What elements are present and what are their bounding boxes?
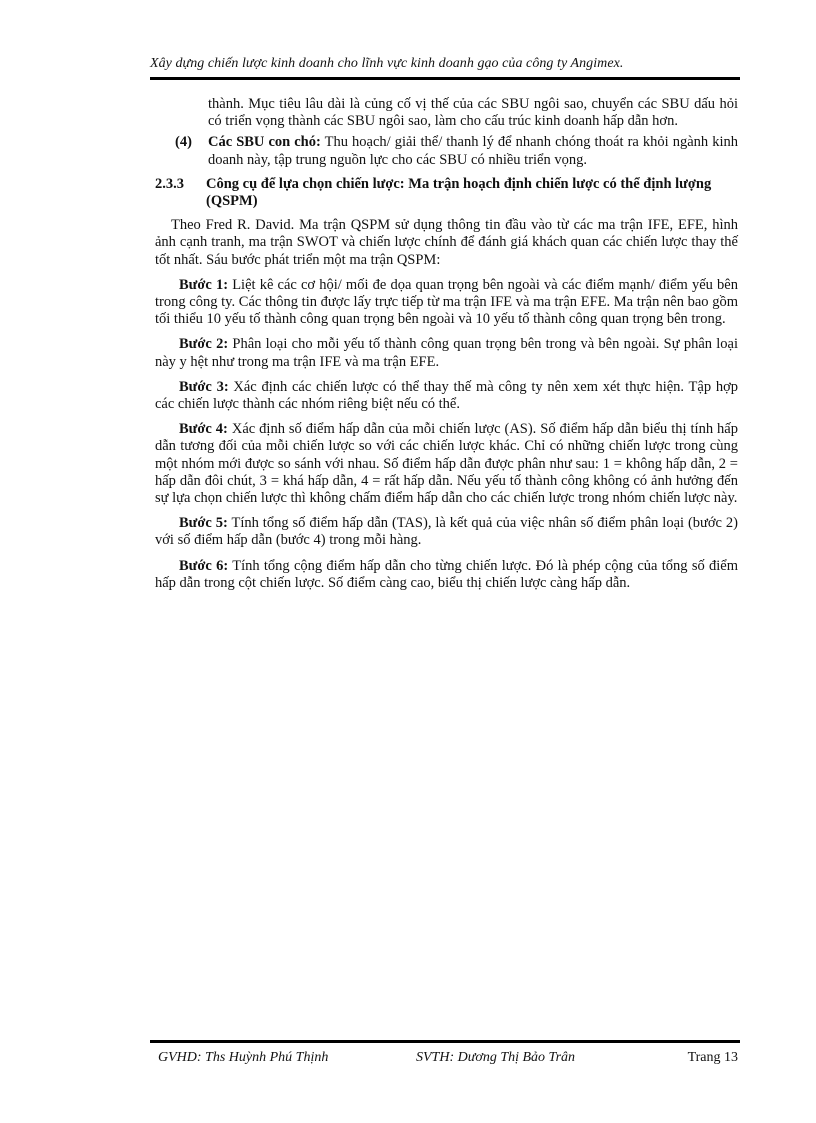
step-label: Bước 3:: [179, 378, 229, 395]
step-paragraph: [155, 515, 738, 549]
header-rule: [150, 77, 740, 80]
step-paragraph: [155, 421, 738, 507]
step-text: Tính tổng số điểm hấp dẫn (TAS), là kết quả của việc nhân số điểm phân loại (bước 2) với số điểm hấp dẫn (bước 4) trong mỗi hàng.: [155, 515, 738, 549]
page-content: [155, 96, 738, 592]
page-number: Trang 13: [687, 1050, 738, 1065]
list-item-text: [208, 134, 738, 168]
footer-rule: [150, 1040, 740, 1043]
step-label: Bước 4:: [179, 421, 228, 438]
list-item-body: Thu hoạch/ giải thể/ thanh lý để nhanh chóng thoát ra khỏi ngành kinh doanh này, tập trung nguồn lực cho các SBU có nhiều triển vọng.: [208, 134, 738, 168]
step-label: Bước 6:: [179, 557, 229, 574]
step-label: Bước 5:: [179, 515, 228, 532]
step-text: Liệt kê các cơ hội/ mối đe dọa quan trọng bên ngoài và các điểm mạnh/ điểm yếu bên trong công ty. Các thông tin được lấy trực tiếp từ ma trận IFE và ma trận EFE. Ma trận nên bao gồm tối thiểu 10 yếu tố thành công quan trọng bên ngoài và 10 yếu tố thành công quan trọng bên trong.: [155, 276, 738, 328]
list-item-sbu-dog: [175, 134, 738, 168]
step-text: Phân loại cho mỗi yếu tố thành công quan trọng bên trong và bên ngoài. Sự phân loại này y hệt như trong ma trận IFE và ma trận EFE.: [155, 336, 739, 370]
footer-student: SVTH: Dương Thị Bảo Trân: [416, 1050, 576, 1065]
list-item-number: (4): [175, 134, 192, 151]
section-title: Công cụ để lựa chọn chiến lược: Ma trận hoạch định chiến lược có thể định lượng (QSPM): [206, 175, 712, 210]
section-heading: [155, 176, 738, 210]
page-header: [150, 56, 740, 72]
step-text: Xác định các chiến lược có thể thay thế mà công ty nên xem xét thực hiện. Tập hợp các chiến lược thành các nhóm riêng biệt nếu có thể.: [155, 378, 738, 413]
step-paragraph: [155, 277, 738, 329]
section-number: 2.3.3: [155, 175, 184, 192]
step-text: Tính tổng cộng điểm hấp dẫn cho từng chiến lược. Đó là phép cộng của tổng số điểm hấp dẫn trong cột chiến lược. Số điểm càng cao, biểu thị chiến lược càng hấp dẫn.: [155, 557, 738, 591]
intro-paragraph: Theo Fred R. David. Ma trận QSPM sử dụng thông tin đầu vào từ các ma trận IFE, EFE, hình ảnh cạnh tranh, ma trận SWOT và chiến lược chính để đánh giá khách quan các chiến lược thay thế tốt nhất. Sáu bước phát triển một ma trận QSPM:: [155, 217, 738, 268]
step-paragraph: [155, 336, 738, 370]
header-title: Xây dựng chiến lược kinh doanh cho lĩnh vực kinh doanh gạo của công ty Angimex.: [150, 56, 624, 71]
step-text: Xác định số điểm hấp dẫn của mỗi chiến lược (AS). Số điểm hấp dẫn biểu thị tính hấp dẫn tương đối của mỗi chiến lược so với các chiến lược khác. Chỉ có những chiến lược trong cùng một nhóm mới được so sánh với nhau. Số điểm hấp dẫn được phân như sau: 1 = không hấp dẫn, 2 = hấp dẫn đôi chút, 3 = khá hấp dẫn, 4 = rất hấp dẫn. Nếu yếu tố thành công không có ảnh hưởng đến sự lựa chọn chiến lược thì không chấm điểm hấp dẫn cho các chiến lược trong nhóm chiến lược này.: [155, 421, 738, 507]
step-paragraph: [155, 379, 738, 413]
footer-advisor: GVHD: Ths Huỳnh Phú Thịnh: [158, 1050, 329, 1065]
step-label: Bước 1:: [179, 276, 229, 293]
continuation-paragraph: thành. Mục tiêu lâu dài là củng cố vị thế của các SBU ngôi sao, chuyển các SBU dấu hỏi có triển vọng thành các SBU ngôi sao, làm cho cấu trúc kinh doanh hấp dẫn hơn.: [208, 96, 738, 130]
list-item-label: Các SBU con chó:: [208, 134, 321, 151]
step-paragraph: [155, 558, 738, 592]
step-label: Bước 2:: [179, 336, 229, 353]
